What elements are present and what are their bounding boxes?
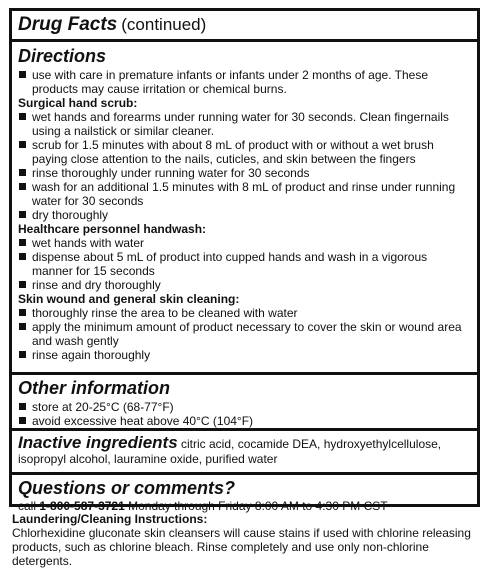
list-item: dry thoroughly <box>18 208 471 222</box>
list-item: use with care in premature infants or infants under 2 months of age. These products may cause irritation or chemical burns. <box>18 68 471 96</box>
other-information-section <box>12 372 477 428</box>
list-item: dispense about 5 mL of product into cupped hands and wash in a vigorous manner for 15 seconds <box>18 250 471 278</box>
list-item: thoroughly rinse the area to be cleaned with water <box>18 306 471 320</box>
bullet-square-icon <box>19 211 26 218</box>
list-item: wash for an additional 1.5 minutes with 8 mL of product and rinse under running water for 30 seconds <box>18 180 471 208</box>
bullet-square-icon <box>19 351 26 358</box>
skin-wound-title: Skin wound and general skin cleaning: <box>18 292 240 306</box>
drug-facts-header <box>12 11 477 39</box>
list-item: wet hands with water <box>18 236 471 250</box>
list-item: rinse thoroughly under running water for 30 seconds <box>18 166 471 180</box>
phone-number: 1-800-587-3721 <box>39 499 125 513</box>
contact-hours: Monday through Friday 8:00 AM to 4:30 PM CST <box>128 499 388 513</box>
surgical-scrub-list <box>18 110 471 222</box>
drug-facts-panel <box>9 8 480 513</box>
questions-section <box>12 472 477 513</box>
bullet-square-icon <box>19 253 26 260</box>
laundering-instructions <box>12 512 482 568</box>
list-item: rinse and dry thoroughly <box>18 278 471 292</box>
surgical-scrub-title: Surgical hand scrub: <box>18 96 138 110</box>
list-item: wet hands and forearms under running water for 30 seconds. Clean fingernails using a nailstick or similar cleaner. <box>18 110 471 138</box>
bullet-square-icon <box>19 281 26 288</box>
healthcare-handwash-title: Healthcare personnel handwash: <box>18 222 207 236</box>
directions-section <box>12 39 477 372</box>
directions-intro-list <box>18 68 471 96</box>
drug-facts-title: Drug Facts <box>18 14 118 35</box>
directions-title: Directions <box>18 46 107 66</box>
bullet-square-icon <box>19 183 26 190</box>
bullet-square-icon <box>19 309 26 316</box>
skin-wound-list <box>18 306 471 362</box>
questions-contact: call 1-800-587-3721 Monday through Friday 8:00 AM to 4:30 PM CST <box>18 499 388 513</box>
questions-title: Questions or comments? <box>18 478 236 498</box>
bullet-square-icon <box>19 113 26 120</box>
other-information-list <box>18 400 471 428</box>
bullet-square-icon <box>19 323 26 330</box>
inactive-ingredients-title: Inactive ingredients <box>18 433 178 452</box>
list-item: apply the minimum amount of product necessary to cover the skin or wound area and wash gently <box>18 320 471 348</box>
list-item: rinse again thoroughly <box>18 348 471 362</box>
bullet-square-icon <box>19 417 26 424</box>
continued-label: (continued) <box>121 15 207 34</box>
laundering-title: Laundering/Cleaning Instructions: <box>12 512 208 526</box>
bullet-square-icon <box>19 403 26 410</box>
inactive-ingredients-section <box>12 428 477 472</box>
bullet-square-icon <box>19 71 26 78</box>
healthcare-handwash-list <box>18 236 471 292</box>
other-information-title: Other information <box>18 378 170 398</box>
bullet-square-icon <box>19 239 26 246</box>
inactive-ingredients-text: citric acid, cocamide DEA, hydroxyethylcellulose, isopropyl alcohol, lauramine oxide, purified water <box>18 437 442 466</box>
list-item: avoid excessive heat above 40°C (104°F) <box>18 414 471 428</box>
list-item: scrub for 1.5 minutes with about 8 mL of product with or without a wet brush paying close attention to the nails, cuticles, and skin between the fingers <box>18 138 471 166</box>
laundering-text: Chlorhexidine gluconate skin cleansers will cause stains if used with chlorine releasing products, such as chlorine bleach. Rinse completely and use only non-chlorine detergents. <box>12 526 471 568</box>
list-item: store at 20-25°C (68-77°F) <box>18 400 471 414</box>
bullet-square-icon <box>19 169 26 176</box>
bullet-square-icon <box>19 141 26 148</box>
